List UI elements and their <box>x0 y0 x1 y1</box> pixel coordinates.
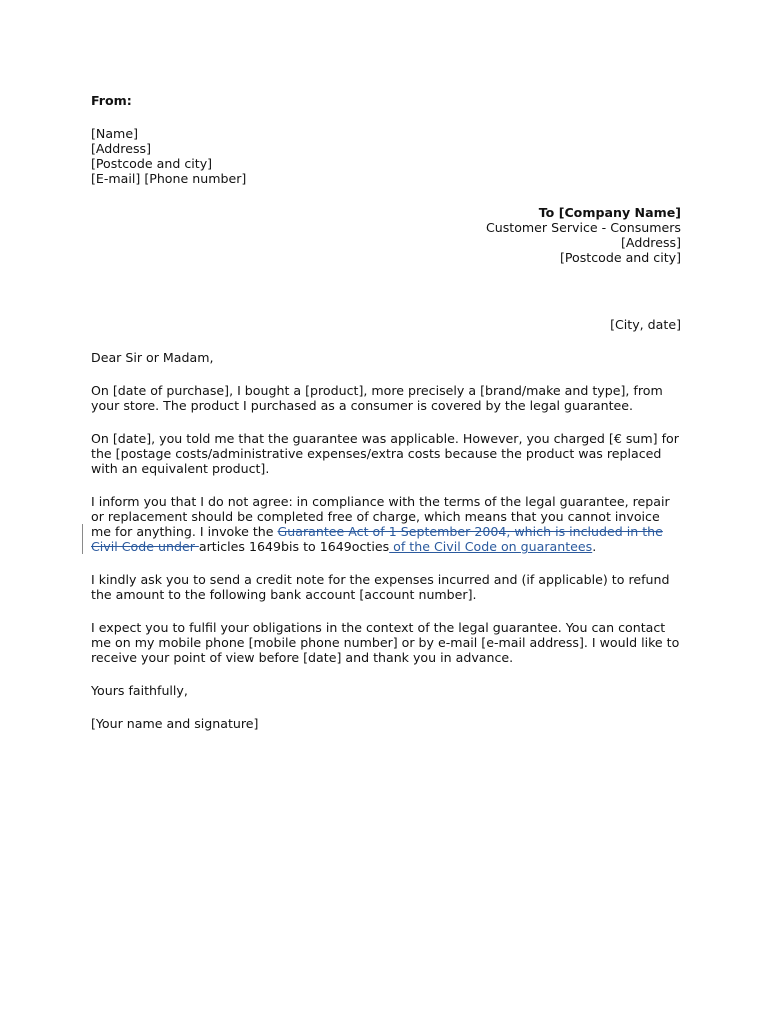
recipient-address: [Address] <box>621 235 681 250</box>
letter-page <box>91 93 681 731</box>
sender-address-block <box>91 126 681 186</box>
from-label: From: <box>91 93 132 108</box>
paragraph-charges: On [date], you told me that the guarantee was applicable. However, you charged [€ sum] for the [postage costs/administrative expenses/extra costs because the product was replaced with an equivalent product]. <box>91 431 679 476</box>
sender-address: [Address] <box>91 141 151 156</box>
sender-name: [Name] <box>91 126 138 141</box>
paragraph-disagreement-text-end: . <box>592 539 597 554</box>
recipient-department: Customer Service - Consumers <box>485 220 681 235</box>
closing: Yours faithfully, <box>91 683 188 698</box>
paragraph-obligations: I expect you to fulfil your obligations in the context of the legal guarantee. You can contact me on my mobile phone [mobile phone number] or by e-mail [e-mail address]. I would like to receive your point of view before [date] and thank you in advance. <box>91 620 680 665</box>
paragraph-credit-note: I kindly ask you to send a credit note for the expenses incurred and (if applicable) to refund the amount to the following bank account [account number]. <box>91 572 670 602</box>
recipient-name: To [Company Name] <box>538 205 681 220</box>
tracked-deletion[interactable]: Guarantee Act of 1 September 2004, which is included in the Civil Code under <box>91 524 663 554</box>
paragraph-purchase: On [date of purchase], I bought a [product], more precisely a [brand/make and type], from your store. The product I purchased as a consumer is covered by the legal guarantee. <box>91 383 663 413</box>
paragraph-disagreement-text-start: I inform you that I do not agree: in compliance with the terms of the legal guarantee, repair or replacement should be completed free of charge, which means that you cannot invoice me for anything. I invoke the <box>91 494 670 539</box>
salutation: Dear Sir or Madam, <box>91 350 214 365</box>
recipient-address-block <box>91 205 681 265</box>
revision-change-bar <box>82 524 83 554</box>
signature-placeholder: [Your name and signature] <box>91 716 259 731</box>
paragraph-disagreement-articles: articles 1649bis to 1649octies <box>198 539 390 554</box>
sender-contact: [E-mail] [Phone number] <box>91 171 247 186</box>
tracked-insertion[interactable]: of the Civil Code on guarantees <box>389 539 593 554</box>
recipient-postcode-city: [Postcode and city] <box>559 250 681 265</box>
paragraph-disagreement <box>91 494 681 554</box>
city-date: [City, date] <box>610 317 681 332</box>
sender-postcode-city: [Postcode and city] <box>91 156 213 171</box>
